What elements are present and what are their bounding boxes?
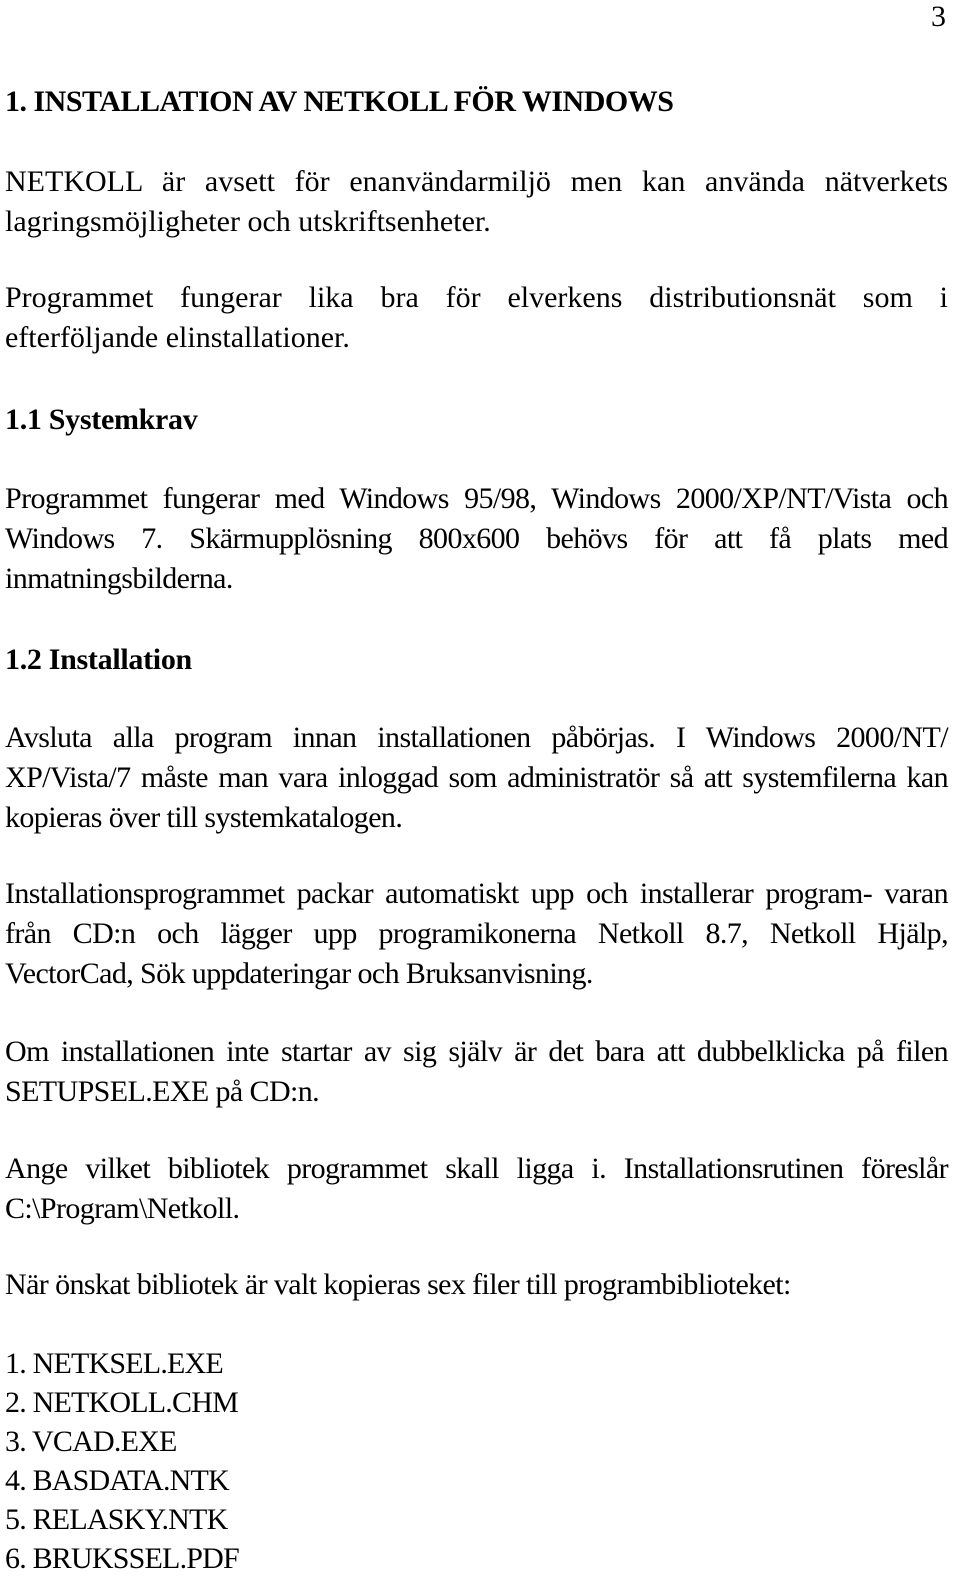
list-item: 3. VCAD.EXE <box>5 1425 177 1458</box>
list-item: 6. BRUKSSEL.PDF <box>5 1542 239 1575</box>
installation-heading: 1.2 Installation <box>5 643 192 676</box>
installation-paragraph-1: Avsluta alla program innan installationen påbörjas. I Windows 2000/NT/ XP/Vista/7 måste man vara inloggad som administratör så att systemfilerna kan kopieras över till systemkatalogen. <box>5 721 948 834</box>
installation-paragraph-2: Installationsprogrammet packar automatiskt upp och installerar program- varan från CD:n och lägger upp programikonerna Netkoll 8.7, Netkoll Hjälp, VectorCad, Sök uppdateringar och Bruksanvisning. <box>5 877 948 990</box>
list-item: 4. BASDATA.NTK <box>5 1464 229 1497</box>
intro-paragraph-2: Programmet fungerar lika bra för elverkens distributionsnät som i efterföljande elinstallationer. <box>5 281 948 354</box>
page-number: 3 <box>931 0 946 33</box>
file-list <box>5 1344 239 1578</box>
installation-paragraph-5: När önskat bibliotek är valt kopieras sex filer till programbiblioteket: <box>5 1268 791 1301</box>
installation-paragraph-3: Om installationen inte startar av sig själv är det bara att dubbelklicka på filen SETUPSEL.EXE på CD:n. <box>5 1035 948 1108</box>
list-item: 5. RELASKY.NTK <box>5 1503 228 1536</box>
installation-paragraph-4: Ange vilket bibliotek programmet skall ligga i. Installationsrutinen föreslår C:\Program\Netkoll. <box>5 1152 948 1225</box>
systemkrav-paragraph: Programmet fungerar med Windows 95/98, Windows 2000/XP/NT/Vista och Windows 7. Skärmupplösning 800x600 behövs för att få plats med inmatningsbilderna. <box>5 482 948 595</box>
section-title: 1. INSTALLATION AV NETKOLL FÖR WINDOWS <box>5 85 674 118</box>
list-item: 2. NETKOLL.CHM <box>5 1386 238 1419</box>
intro-paragraph-1: NETKOLL är avsett för enanvändarmiljö men kan använda nätverkets lagringsmöjligheter och utskriftsenheter. <box>5 165 948 238</box>
systemkrav-heading: 1.1 Systemkrav <box>5 403 198 436</box>
list-item: 1. NETKSEL.EXE <box>5 1347 223 1380</box>
